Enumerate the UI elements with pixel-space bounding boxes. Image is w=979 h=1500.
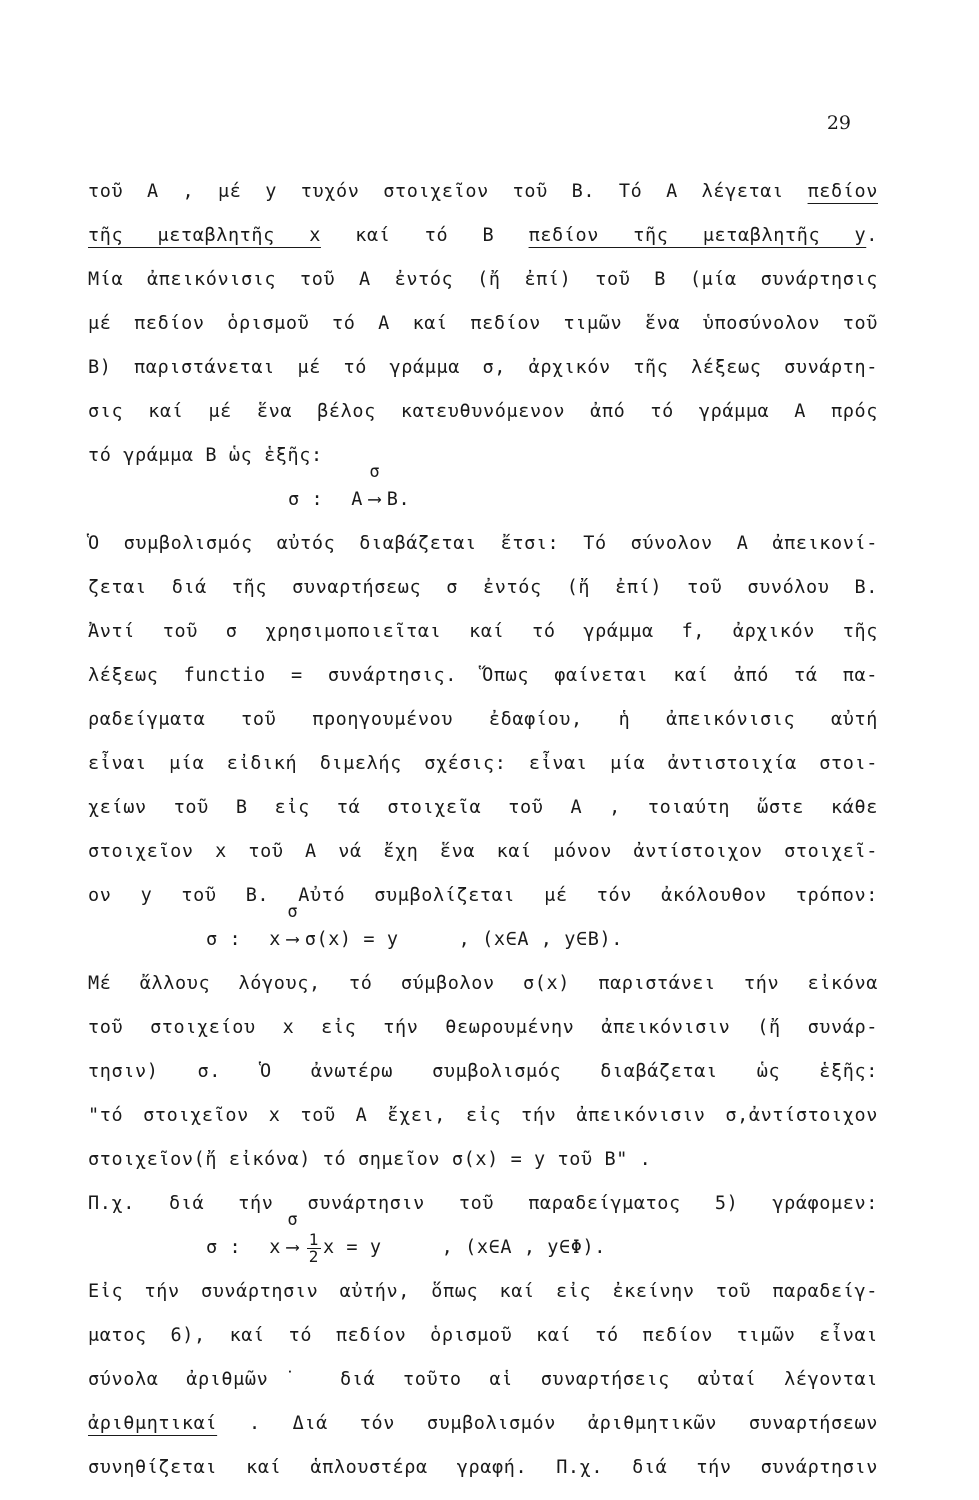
- underlined-term: τῆς μεταβλητῆς x: [88, 225, 321, 246]
- text-line: [88, 302, 878, 346]
- page-number: 29: [826, 112, 851, 134]
- arrow-label: σ: [287, 1210, 299, 1230]
- text-line: [88, 170, 878, 214]
- formula-expression: x = y: [322, 1237, 382, 1258]
- text-segment: στοιχεῖον x τοῦ Α νά ἔχη ἕνα καί μόνον ἀντίστοιχον στοιχεῖ-: [88, 841, 878, 862]
- text-line: [88, 698, 878, 742]
- text-line: [88, 786, 878, 830]
- text-segment: Μία ἀπεικόνισις τοῦ Α ἐντός (ἤ ἐπί) τοῦ Β (μία συνάρτησις: [88, 269, 878, 290]
- text-line: [88, 566, 878, 610]
- text-segment: ζεται διά τῆς συναρτήσεως σ ἐντός (ἤ ἐπί) τοῦ συνόλου Β.: [88, 577, 878, 598]
- underlined-term: πεδίον τῆς μεταβλητῆς y: [528, 225, 867, 246]
- text-segment: στοιχεῖον(ἤ εἰκόνα) τό σημεῖον σ(x) = y τοῦ Β" .: [88, 1149, 652, 1170]
- text-line: [88, 1182, 878, 1226]
- formula-domain: x: [269, 1237, 281, 1258]
- text-segment: Β) παριστάνεται μέ τό γράμμα σ, ἀρχικόν τῆς λέξεως συνάρτη-: [88, 357, 878, 378]
- text-line: [88, 214, 878, 258]
- arrow-icon: ⟶: [286, 929, 299, 950]
- formula-lhs: σ :: [206, 929, 242, 950]
- text-line: [88, 1446, 878, 1490]
- text-line: [88, 1314, 878, 1358]
- text-segment: ραδείγματα τοῦ προηγουμένου ἐδαφίου, ἡ ἀπεικόνισις αὐτή: [88, 709, 878, 730]
- text-segment: συνηθίζεται καί ἁπλουστέρα γραφή. Π.χ. διά τήν συνάρτησιν: [88, 1457, 878, 1478]
- text-line: [88, 1402, 878, 1446]
- text-segment: Ὁ συμβολισμός αὐτός διαβάζεται ἔτσι: Τό σύνολον Α ἀπεικονί-: [88, 533, 878, 554]
- arrow-label: σ: [287, 902, 299, 922]
- text-segment: .: [866, 225, 878, 246]
- text-segment: τοῦ στοιχείου x εἰς τήν θεωρουμένην ἀπεικόνισιν (ἤ συνάρ-: [88, 1017, 878, 1038]
- underlined-term: πεδίον: [807, 181, 878, 202]
- formula-line: [88, 1210, 878, 1270]
- text-segment: σύνολα ἀριθμῶν˙ διά τοῦτο αἱ συναρτήσεις αὐταί λέγονται: [88, 1369, 878, 1390]
- text-segment: λέξεως functio = συνάρτησις. Ὅπως φαίνεται καί ἀπό τά πα-: [88, 665, 878, 686]
- mapping-arrow: [286, 1210, 299, 1270]
- formula-codomain: Β.: [386, 489, 411, 510]
- formula-expression: σ(x) = y: [304, 929, 399, 950]
- formula-lhs: σ :: [206, 1237, 242, 1258]
- fraction-denominator: 2: [308, 1246, 319, 1266]
- text-line: [88, 962, 878, 1006]
- text-line: [88, 1006, 878, 1050]
- arrow-icon: ⟶: [368, 489, 381, 510]
- fraction: [307, 1229, 321, 1266]
- text-line: [88, 610, 878, 654]
- formula-lhs: σ :: [288, 489, 324, 510]
- formula-domain: x: [269, 929, 281, 950]
- text-segment: Μέ ἄλλους λόγους, τό σύμβολον σ(x) παριστάνει τήν εἰκόνα: [88, 973, 878, 994]
- text-line: [88, 1358, 878, 1402]
- text-segment: σις καί μέ ἕνα βέλος κατευθυνόμενον ἀπό τό γράμμα Α πρός: [88, 401, 878, 422]
- text-line: [88, 654, 878, 698]
- text-line: [88, 1094, 878, 1138]
- text-segment: χείων τοῦ Β εἰς τά στοιχεῖα τοῦ Α , τοιαύτη ὥστε κάθε: [88, 797, 878, 818]
- text-segment: "τό στοιχεῖον x τοῦ Α ἔχει, εἰς τήν ἀπεικόνισιν σ,ἀντίστοιχον: [88, 1105, 878, 1126]
- underlined-term: ἀριθμητικαί: [88, 1413, 218, 1434]
- text-segment: Ἀντί τοῦ σ χρησιμοποιεῖται καί τό γράμμα f, ἀρχικόν τῆς: [88, 621, 878, 642]
- arrow-label: σ: [369, 462, 381, 482]
- text-segment: τησιν) σ. Ὁ ἀνωτέρω συμβολισμός διαβάζεται ὡς ἑξῆς:: [88, 1061, 878, 1082]
- text-segment: . Διά τόν συμβολισμόν ἀριθμητικῶν συναρτήσεων: [217, 1413, 878, 1434]
- text-line: [88, 258, 878, 302]
- formula-domain: Α: [351, 489, 363, 510]
- body-text: [88, 170, 878, 1490]
- formula-line: [88, 902, 878, 962]
- text-line: [88, 522, 878, 566]
- text-segment: καί τό Β: [320, 225, 529, 246]
- formula-line: [88, 462, 878, 522]
- text-line: [88, 874, 878, 918]
- text-segment: τοῦ Α , μέ y τυχόν στοιχεῖον τοῦ Β. Τό Α λέγεται: [88, 181, 808, 202]
- text-segment: τό γράμμα Β ὡς ἑξῆς:: [88, 445, 323, 466]
- formula-condition: , (x∈Α , y∈Β).: [458, 929, 623, 950]
- text-segment: ον y τοῦ Β. Αὐτό συμβολίζεται μέ τόν ἀκόλουθον τρόπον:: [88, 885, 878, 906]
- text-segment: Εἰς τήν συνάρτησιν αὐτήν, ὅπως καί εἰς ἐκείνην τοῦ παραδείγ-: [88, 1281, 878, 1302]
- text-line: [88, 1138, 878, 1182]
- text-segment: Π.χ. διά τήν συνάρτησιν τοῦ παραδείγματος 5) γράφομεν:: [88, 1193, 878, 1214]
- text-line: [88, 1270, 878, 1314]
- arrow-icon: ⟶: [286, 1237, 299, 1258]
- text-line: [88, 742, 878, 786]
- text-segment: μέ πεδίον ὁρισμοῦ τό Α καί πεδίον τιμῶν ἕνα ὑποσύνολον τοῦ: [88, 313, 878, 334]
- text-segment: ματος 6), καί τό πεδίον ὁρισμοῦ καί τό πεδίον τιμῶν εἶναι: [88, 1325, 878, 1346]
- fraction-numerator: 1: [308, 1229, 319, 1249]
- text-line: [88, 346, 878, 390]
- formula-condition: , (x∈Α , y∈Φ).: [441, 1237, 606, 1258]
- text-line: [88, 830, 878, 874]
- text-line: [88, 1050, 878, 1094]
- text-line: [88, 390, 878, 434]
- mapping-arrow: [286, 902, 299, 962]
- text-line: [88, 434, 878, 478]
- mapping-arrow: [368, 462, 381, 522]
- text-segment: εἶναι μία εἰδική διμελής σχέσις: εἶναι μία ἀντιστοιχία στοι-: [88, 753, 878, 774]
